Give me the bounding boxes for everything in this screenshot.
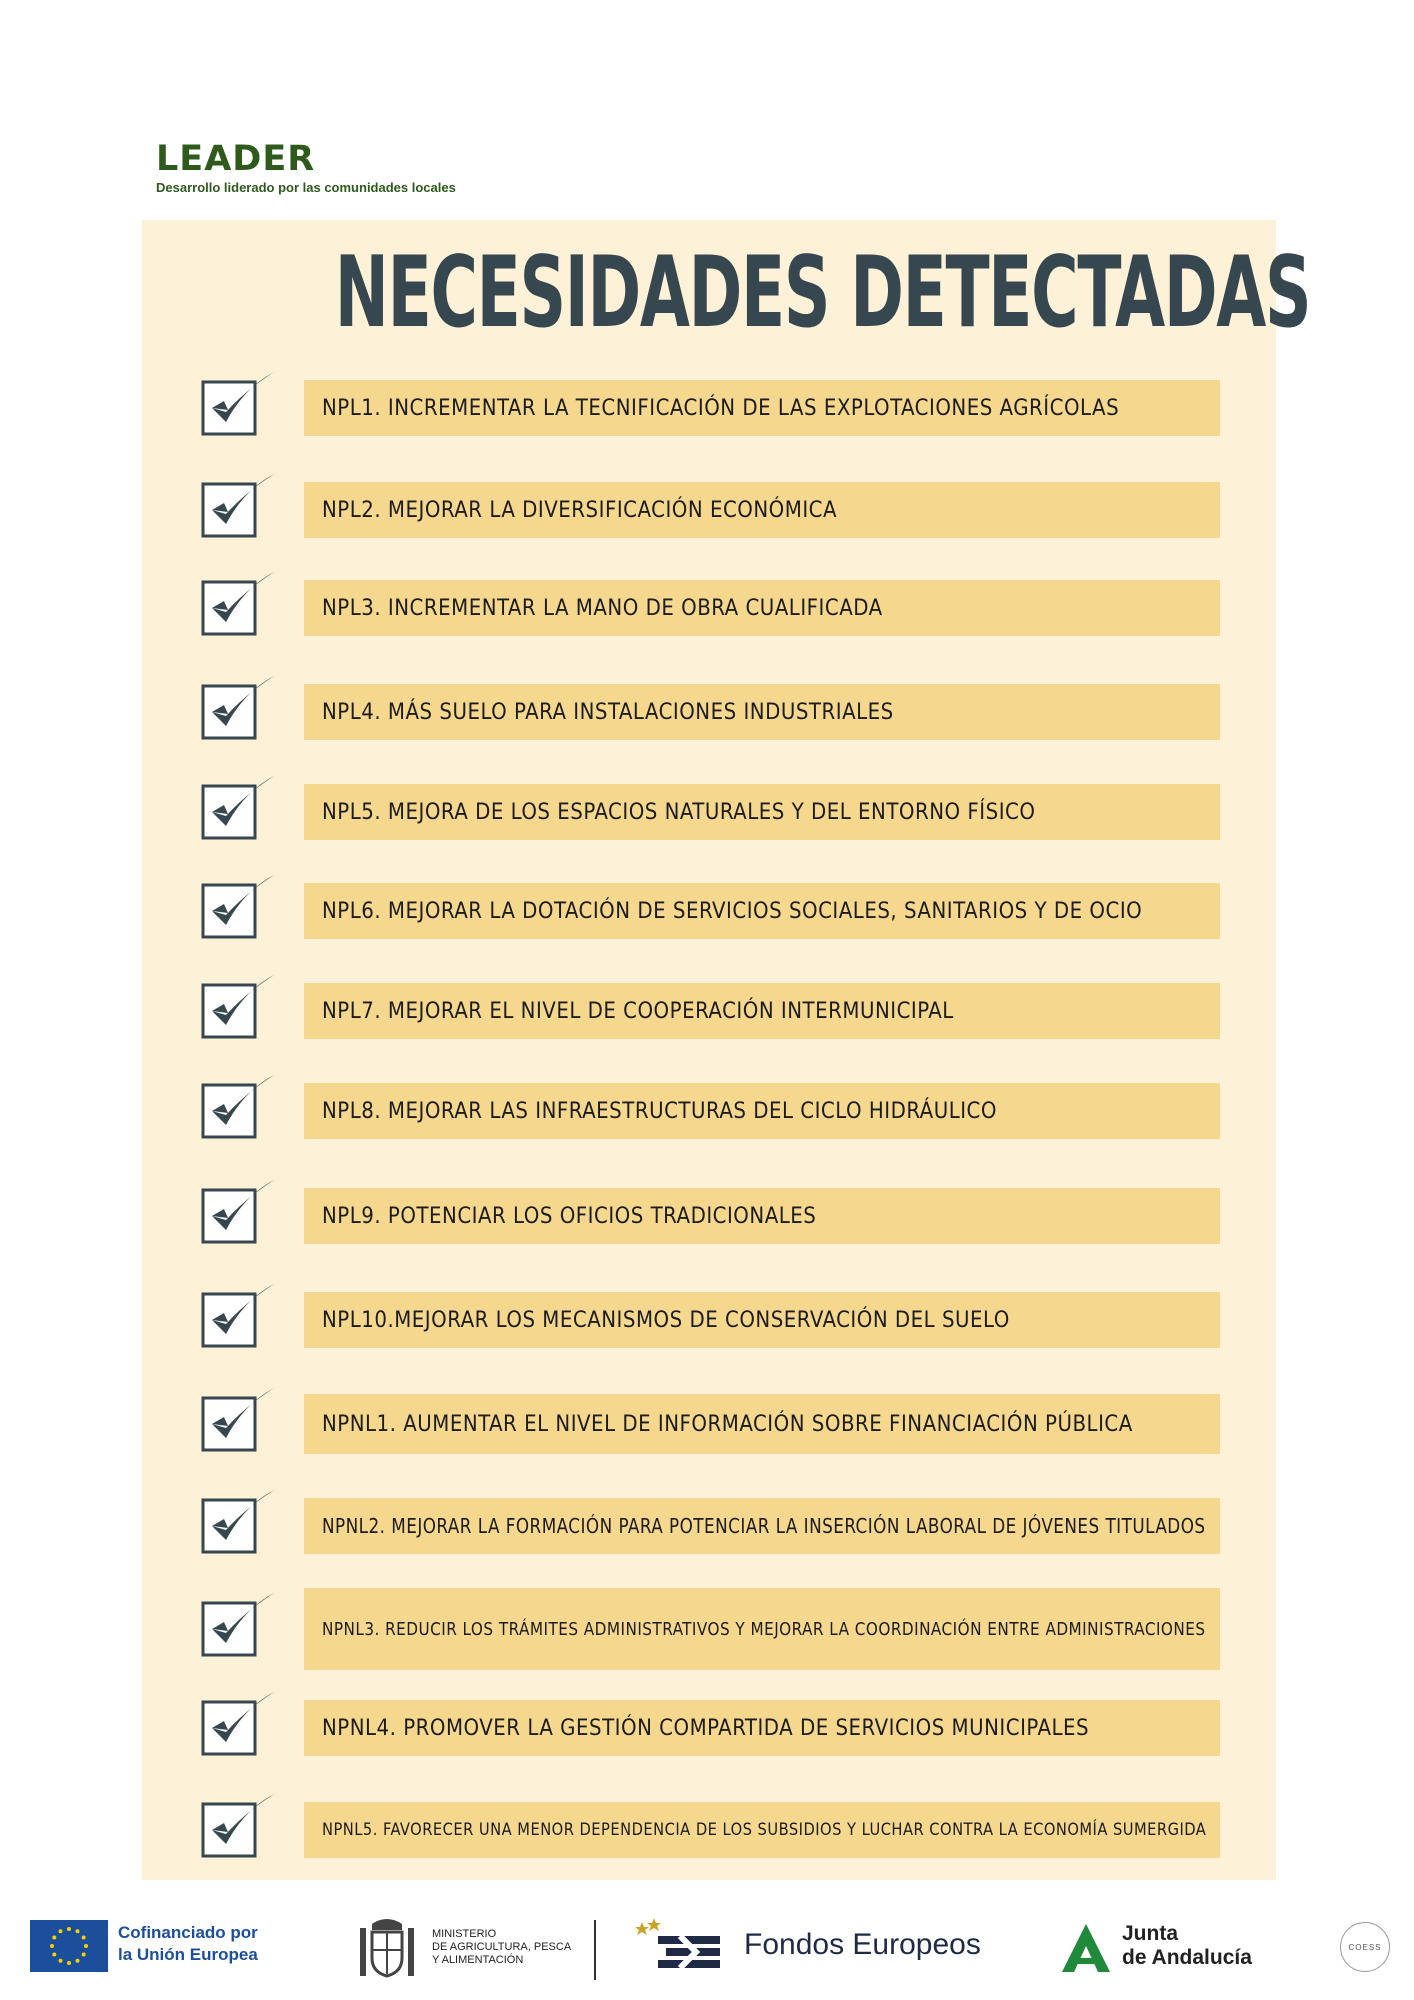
need-item: [304, 1802, 1220, 1858]
spain-coat-of-arms-icon: [356, 1914, 418, 1984]
checked-checkbox-icon: [200, 971, 280, 1041]
need-item-label: NPL10.MEJORAR LOS MECANISMOS DE CONSERVACIÓN DEL SUELO: [322, 1307, 1010, 1333]
leader-brand: [156, 140, 456, 195]
need-item-label: NPL2. MEJORAR LA DIVERSIFICACIÓN ECONÓMICA: [322, 497, 838, 523]
checked-checkbox-icon: [200, 568, 280, 638]
ministry-line2: DE AGRICULTURA, PESCA: [432, 1941, 572, 1953]
need-item-label: NPL9. POTENCIAR LOS OFICIOS TRADICIONALES: [322, 1203, 817, 1229]
checked-checkbox-icon: [200, 1688, 280, 1758]
need-item-label: NPL1. INCREMENTAR LA TECNIFICACIÓN DE LAS EXPLOTACIONES AGRÍCOLAS: [322, 395, 1120, 421]
checked-checkbox-icon: [200, 368, 280, 438]
footer-divider: [594, 1920, 596, 1980]
junta-line1: Junta: [1122, 1922, 1179, 1945]
need-item-label: NPL6. MEJORAR LA DOTACIÓN DE SERVICIOS SOCIALES, SANITARIOS Y DE OCIO: [322, 898, 1143, 924]
need-item: [304, 1588, 1220, 1670]
junta-andalucia-logo-icon: [1058, 1920, 1114, 1976]
checked-checkbox-icon: [200, 772, 280, 842]
brand-subtitle: Desarrollo liderado por las comunidades locales: [156, 180, 456, 195]
checked-checkbox-icon: [200, 1176, 280, 1246]
junta-line2: de Andalucía: [1122, 1946, 1252, 1969]
checked-checkbox-icon: [200, 1071, 280, 1141]
checked-checkbox-icon: [200, 672, 280, 742]
ministry-line3: Y ALIMENTACIÓN: [432, 1954, 524, 1966]
eu-flag-icon: [30, 1920, 108, 1972]
need-item: [304, 784, 1220, 840]
eu-text-line1: Cofinanciado por: [118, 1923, 258, 1942]
need-item-label: NPNL3. REDUCIR LOS TRÁMITES ADMINISTRATIVOS Y MEJORAR LA COORDINACIÓN ENTRE ADMINISTRACIONES: [322, 1618, 1206, 1640]
need-item: [304, 482, 1220, 538]
need-item-label: NPL5. MEJORA DE LOS ESPACIOS NATURALES Y DEL ENTORNO FÍSICO: [322, 799, 1036, 825]
ministry-text: [432, 1928, 571, 1967]
brand-title: LEADER: [156, 139, 316, 179]
need-item: [304, 1188, 1220, 1244]
need-item: [304, 380, 1220, 436]
fondos-europeos-logo-icon: [636, 1914, 728, 1978]
need-item-label: NPNL4. PROMOVER LA GESTIÓN COMPARTIDA DE SERVICIOS MUNICIPALES: [322, 1715, 1090, 1741]
eu-text-line2: la Unión Europea: [118, 1945, 258, 1964]
ministry-line1: MINISTERIO: [432, 1928, 497, 1940]
page-title: NECESIDADES DETECTADAS: [334, 236, 1311, 350]
checked-checkbox-icon: [200, 1589, 280, 1659]
need-item: [304, 1083, 1220, 1139]
checked-checkbox-icon: [200, 1790, 280, 1860]
checked-checkbox-icon: [200, 1384, 280, 1454]
need-item-label: NPL7. MEJORAR EL NIVEL DE COOPERACIÓN INTERMUNICIPAL: [322, 998, 954, 1024]
need-item-label: NPL4. MÁS SUELO PARA INSTALACIONES INDUSTRIALES: [322, 699, 894, 725]
need-item-label: NPL3. INCREMENTAR LA MANO DE OBRA CUALIFICADA: [322, 595, 883, 621]
need-item: [304, 1394, 1220, 1454]
need-item-label: NPL8. MEJORAR LAS INFRAESTRUCTURAS DEL CICLO HIDRÁULICO: [322, 1098, 997, 1124]
checked-checkbox-icon: [200, 1280, 280, 1350]
need-item: [304, 580, 1220, 636]
coess-logo: COESS: [1340, 1922, 1390, 1972]
need-item-label: NPNL1. AUMENTAR EL NIVEL DE INFORMACIÓN SOBRE FINANCIACIÓN PÚBLICA: [322, 1411, 1133, 1437]
checked-checkbox-icon: [200, 1486, 280, 1556]
checked-checkbox-icon: [200, 470, 280, 540]
need-item-label: NPNL5. FAVORECER UNA MENOR DEPENDENCIA DE LOS SUBSIDIOS Y LUCHAR CONTRA LA ECONOMÍA SUMERGIDA: [322, 1820, 1207, 1840]
need-item: [304, 883, 1220, 939]
need-item: [304, 1700, 1220, 1756]
eu-cofinancing-text: [118, 1922, 258, 1966]
need-item: [304, 983, 1220, 1039]
need-item: [304, 1498, 1220, 1554]
need-item: [304, 684, 1220, 740]
footer-logos: [0, 1900, 1414, 2000]
need-item-label: NPNL2. MEJORAR LA FORMACIÓN PARA POTENCIAR LA INSERCIÓN LABORAL DE JÓVENES TITULADOS: [322, 1514, 1206, 1538]
fondos-europeos-text: Fondos Europeos: [744, 1928, 981, 1961]
junta-andalucia-text: [1122, 1922, 1252, 1970]
need-item: [304, 1292, 1220, 1348]
checked-checkbox-icon: [200, 871, 280, 941]
